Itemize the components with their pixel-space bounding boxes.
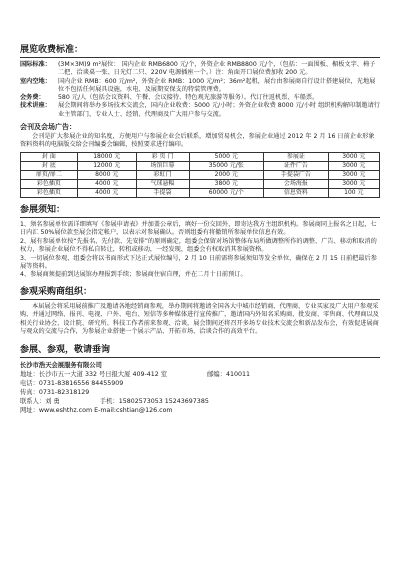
table-cell: 3000 元 (328, 170, 379, 179)
contact-fax: 传真：0731-82318129 (20, 389, 90, 397)
contact-org: 长沙市浩天会展服务有限公司 (20, 362, 102, 370)
divider (20, 57, 380, 58)
fee-row (20, 102, 380, 119)
fee-text: 580 元/人（包括会议资料、午餐、会议接待、特色观光旅游等服务）。代订往返机票、车船票。 (58, 94, 319, 102)
table-cell: 60000 元/个 (189, 188, 263, 197)
contact-row (20, 370, 380, 379)
table-cell: 3800 元 (189, 179, 263, 188)
contact-block (20, 361, 380, 415)
fee-label: 技术讲座： (20, 102, 51, 110)
contact-address: 地址：长沙市五一大道 332 号日报大厦 409-412 室 (20, 371, 168, 379)
contact-web[interactable]: 网址：www.eshthz.com E-mail:cshtian@126.com (20, 407, 173, 415)
fee-label: 室内空地： (20, 77, 51, 85)
table-cell: 封 底 (21, 161, 78, 170)
table-cell: 12000 元 (77, 161, 136, 170)
table-row (21, 179, 380, 188)
contact-row (20, 397, 380, 406)
table-cell: 会场海报 (264, 179, 329, 188)
table-cell: 18000 元 (77, 152, 136, 161)
table-cell: 8000 元 (77, 170, 136, 179)
table-cell: 4000 元 (77, 188, 136, 197)
ads-title: 会刊及会场广告： (20, 123, 76, 132)
notice-item: 3、一切展位参观、组委会将以书面形式下达正式展位编号，2 月 10 日前需将参展须知等发全单位，确保在 2 月 15 日前把最后参展等资料。 (20, 254, 377, 270)
table-cell: 信息资料 (264, 188, 329, 197)
table-cell: 35000 元/张 (189, 161, 263, 170)
table-cell: 手提袋广告 (264, 170, 329, 179)
divider (20, 217, 380, 218)
table-row (21, 170, 380, 179)
table-row (21, 161, 380, 170)
contact-title: 参展、参观，敬请垂询 (20, 345, 111, 356)
table-cell: 4000 元 (77, 179, 136, 188)
notice-item: 1、须名参展单位需详细填写《参展申请表》并加盖公章后，填好一份交回外，即寄达我方主组织机构。参展商同上报名之日起，七日内汇 50%展位款至展会指定帐户，以表示对参展确认。否则组委有将撤销所参展单位信息有效。 (20, 220, 377, 237)
table-row (21, 152, 380, 161)
contact-phone: 电话：0731-83816556 84455909 (20, 380, 124, 388)
table-cell: 2000 元 (189, 170, 263, 179)
notice-title: 参展须知： (20, 204, 66, 215)
divider (20, 357, 380, 358)
ads-intro: 会刊是扩大参展企业的知名度，方便用户与参展企业会后联系，增加贸易机会，参展企业通过 2012 年 2 月 16 日前企业形象资料资料的电脑版交给会刊编委会编辑，按照要求进行编印。 (20, 133, 375, 149)
table-cell: 参展证 (264, 152, 329, 161)
table-cell: 100 元 (328, 188, 379, 197)
table-cell: 3000 元 (328, 179, 379, 188)
fee-text: 展会期间将举办多场技术交流会，国内企业收费：5000 元/小时；外资企业收费 8000 元/小时 组织机构解印制邀请行业主管部门、专业人士、经销、代理商及广大用户参与交流。 (58, 102, 380, 118)
table-cell: 彩 页 门 (136, 152, 189, 161)
fee-text: (3M×3M)9 m²展位： 国内企业 RMB6800 元/个，外资企业 RMB8800 元/个，（包括：一面围板、楣板文字、椅子二把、洽谈桌一张、日光灯二只、220V 电源插座一个。）注：角面开口展位费加收 200 元。 (58, 61, 376, 77)
fees-title: 展览收费标准： (20, 45, 84, 55)
table-cell: 气球悬幅 (136, 179, 189, 188)
visitors-title: 参观采购商组织： (20, 286, 93, 297)
table-cell: 彩色插页 (21, 188, 78, 197)
table-row (21, 188, 380, 197)
ads-price-table (20, 152, 380, 198)
table-cell: 扉页/扉二 (21, 170, 78, 179)
fee-row (20, 78, 380, 95)
table-cell: 5000 元 (189, 152, 263, 161)
contact-postcode: 邮编：410011 (207, 371, 251, 379)
fee-text: 国内企业 RMB：600 元/m²，外资企业 RMB：1000 元/m²；36m²起租，展台由参展商自行设计搭建展位，光地展位不包括任何展具设施，水电、及展期安保支的特装管理费。 (58, 77, 376, 93)
table-cell: 场馆巨幕 (136, 161, 189, 170)
notice-item: 2、展有参展单位按“先报名、先付款、先安排”的原则确定，组委会保留对场馆整体布局所做调整所作的调整、广告、移动和取消的权力，参展企业展位不得私自转让，转租或移动，一经发现，组委会有权取消其参展资格。 (20, 237, 377, 254)
contact-person: 联系人：刘 勇 (20, 398, 60, 406)
fee-label: 国际标准： (20, 61, 51, 68)
table-cell: 3000 元 (328, 161, 379, 170)
table-cell: 3000 元 (328, 152, 379, 161)
notice-item: 4、参展商须提前到达展馆办理报到手续；参展商住宿自理，并在二月十日前预订。 (20, 271, 247, 279)
contact-mobile: 手机：15802573053 15243697385 (99, 398, 209, 406)
table-cell: 封 面 (21, 152, 78, 161)
table-cell: 证件广告 (264, 161, 329, 170)
table-cell: 彩虹门 (136, 170, 189, 179)
divider (20, 299, 380, 300)
fee-label: 会务费： (20, 94, 45, 102)
table-cell: 彩色插页 (21, 179, 78, 188)
table-cell: 手提袋 (136, 188, 189, 197)
visitors-text: 本届展会将采用展前推广及邀请各地经销商参观，举办期间将邀请全国各大中城市经销商、代理商、专业买家及广大用户参观采购，并通过网络、报刊、电视、户外、电台、短信等多种媒体进行宣传推广，邀请国内外知名采购商、批发商、零售商、代理商以及相关行业协会、设计院、研究所、科技工作者前来参观、洽谈，展会期间还将召开多场专业技术交流会和新品发布会，有效促进展商与观众的交流与合作，为参展企业搭建一个展示产品、开拓市场、洽谈合作的高效平台。 (20, 302, 379, 335)
fee-row (20, 61, 380, 78)
